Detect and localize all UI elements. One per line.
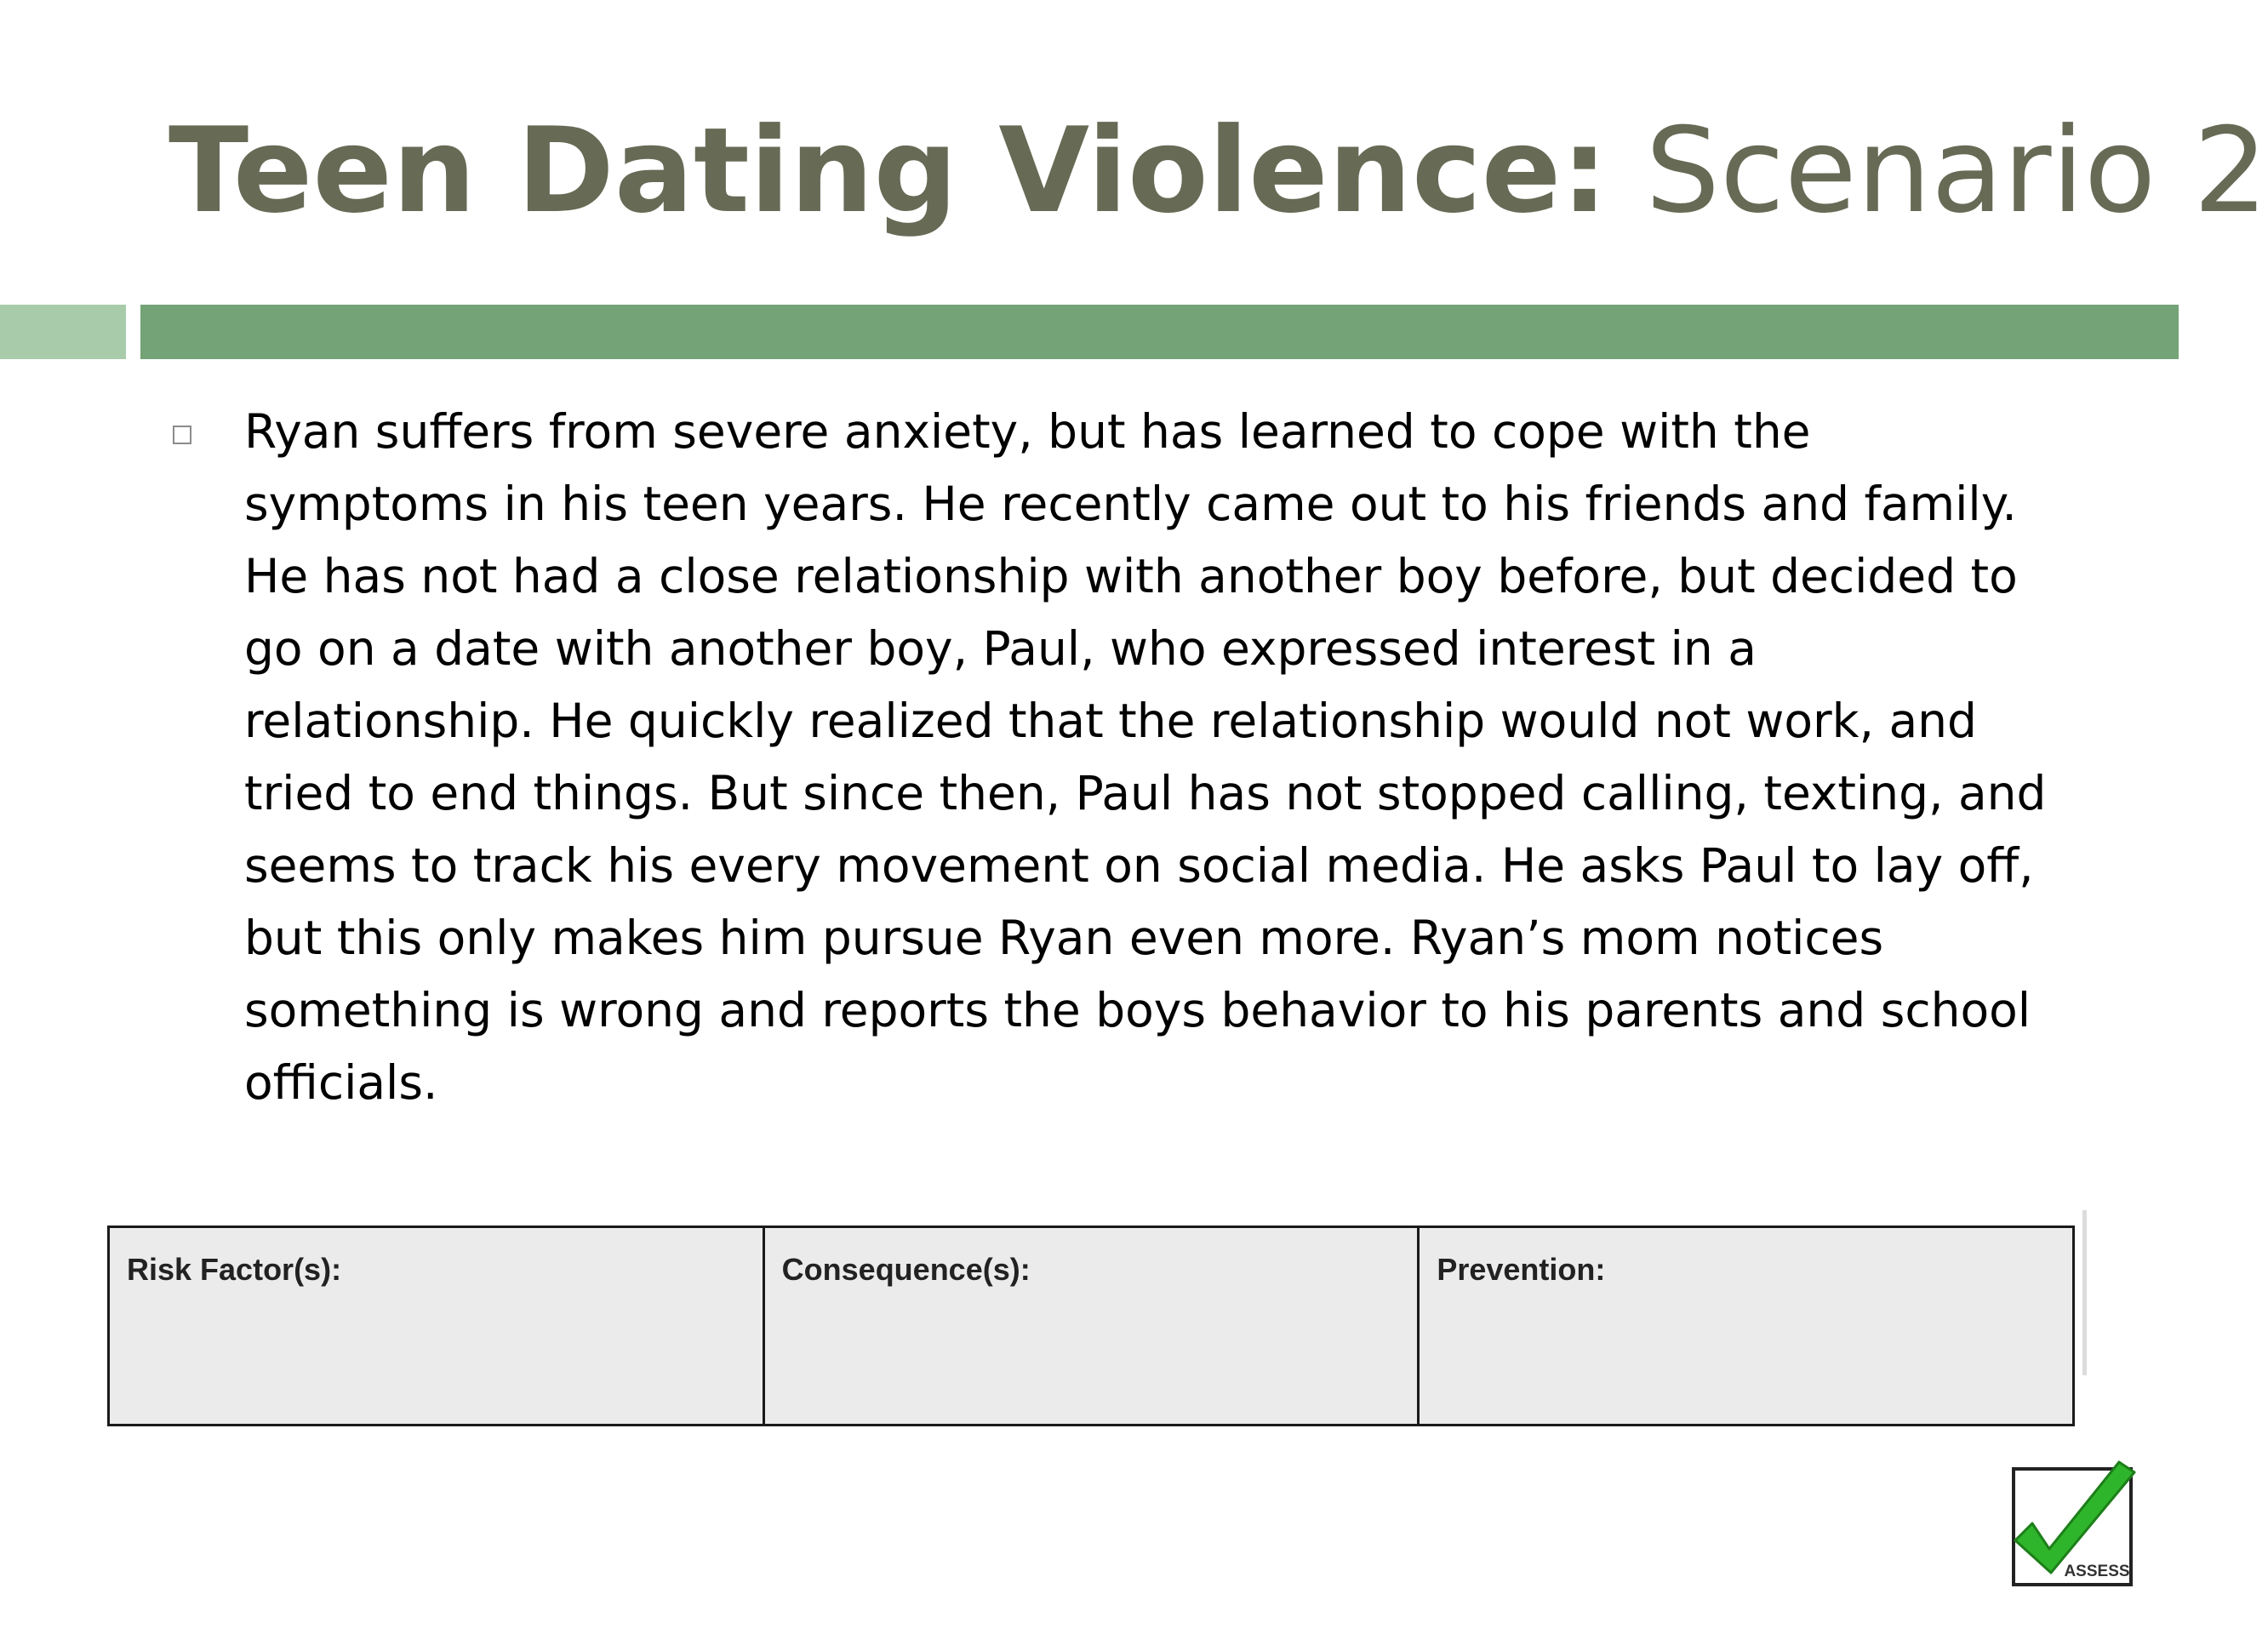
accent-bar-left	[0, 305, 126, 359]
assess-badge	[2010, 1457, 2138, 1589]
consequences-cell[interactable]	[763, 1228, 1418, 1424]
slide-title	[169, 100, 2268, 242]
scenario-line: but this only makes him pursue Ryan even more. Ryan’s mom notices	[244, 911, 1884, 965]
title-bold-part: Teen Dating Violence:	[169, 102, 1608, 239]
risk-factors-cell[interactable]	[110, 1228, 763, 1424]
prevention-cell[interactable]	[1417, 1228, 2072, 1424]
accent-bar-main	[140, 305, 2179, 359]
analysis-table	[107, 1226, 2075, 1426]
assess-label: ASSESS	[2064, 1563, 2130, 1580]
table-edge-shadow	[2082, 1210, 2087, 1375]
consequences-label: Consequence(s):	[781, 1252, 1031, 1287]
prevention-label: Prevention:	[1437, 1252, 1606, 1287]
scenario-text	[244, 396, 2074, 1119]
green-checkmark-icon	[2010, 1457, 2138, 1589]
scenario-line: go on a date with another boy, Paul, who expressed interest in a	[244, 621, 1757, 676]
hollow-square-bullet-icon	[173, 426, 191, 444]
scenario-line: officials.	[244, 1055, 438, 1110]
scenario-line: symptoms in his teen years. He recently came out to his friends and family.	[244, 477, 2017, 531]
scenario-line: tried to end things. But since then, Paul has not stopped calling, texting, and	[244, 766, 2047, 820]
scenario-line: seems to track his every movement on social media. He asks Paul to lay off,	[244, 838, 2034, 893]
scenario-line: something is wrong and reports the boys behavior to his parents and school	[244, 983, 2031, 1037]
scenario-line: Ryan suffers from severe anxiety, but has learned to cope with the	[244, 404, 1811, 459]
scenario-line: relationship. He quickly realized that the relationship would not work, and	[244, 694, 1977, 748]
risk-factors-label: Risk Factor(s):	[127, 1252, 342, 1287]
title-regular-part: Scenario 2	[1608, 102, 2268, 239]
scenario-line: He has not had a close relationship with another boy before, but decided to	[244, 549, 2018, 603]
